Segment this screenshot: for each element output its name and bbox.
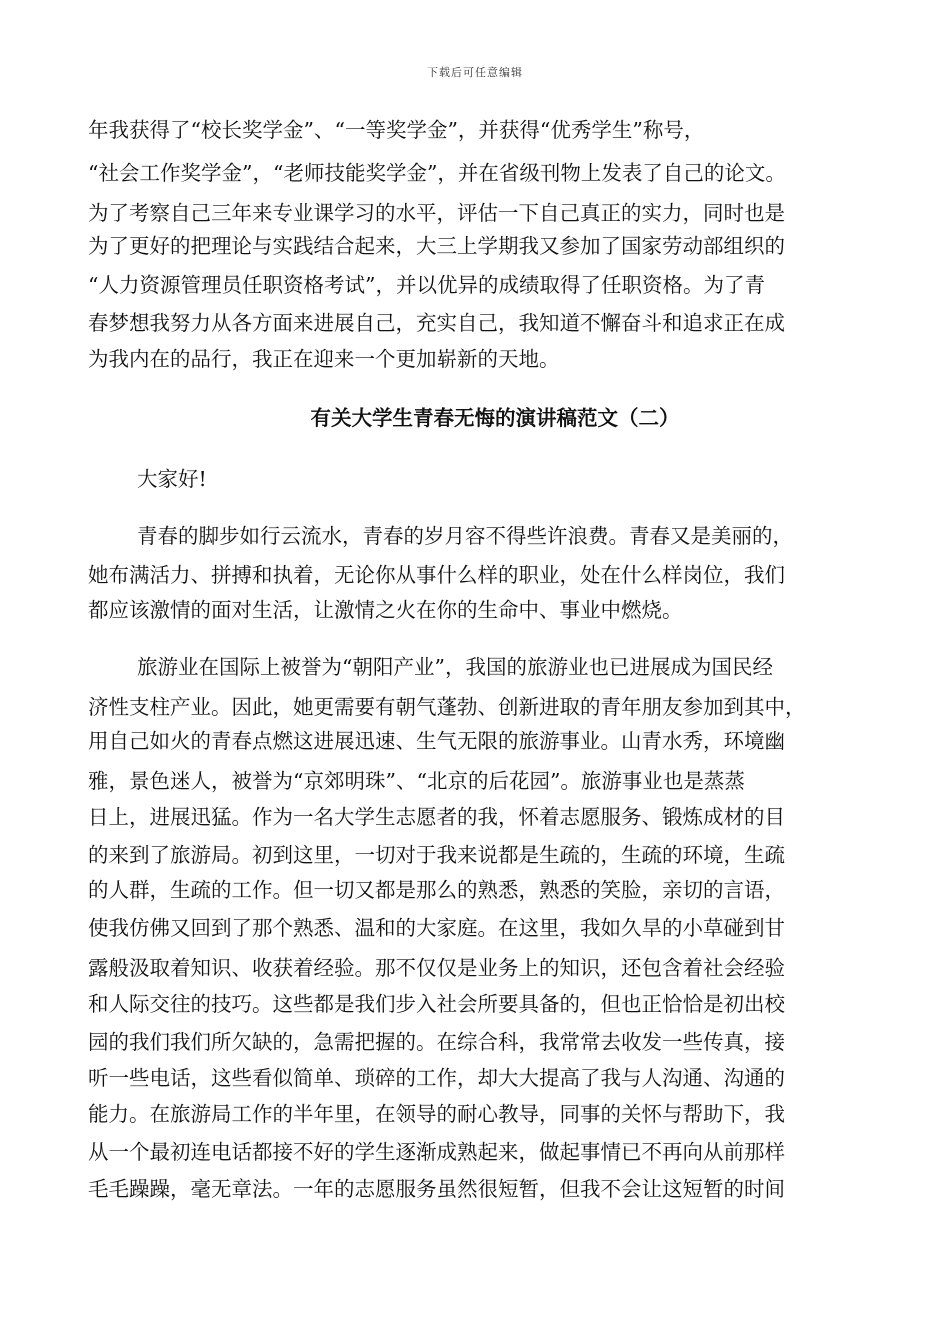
section-heading: 有关大学生青春无悔的演讲稿范文（二） (310, 406, 680, 430)
text-line: 春梦想我努力从各方面来进展自己，充实自己，我知道不懈奋斗和追求正在成 (88, 311, 785, 335)
paragraph-line: 都应该激情的面对生活，让激情之火在你的生命中、事业中燃烧。 (88, 598, 683, 622)
page-header: 下载后可任意编辑 (427, 66, 523, 79)
paragraph-line: 用自己如火的青春点燃这进展迅速、生气无限的旅游事业。山青水秀，环境幽 (88, 729, 785, 753)
paragraph-line: 旅游业在国际上被誉为“朝阳产业”，我国的旅游业也已进展成为国民经 (137, 655, 773, 679)
paragraph-line: 她布满活力、拼搏和执着，无论你从事什么样的职业，处在什么样岗位，我们 (88, 563, 785, 587)
paragraph-line: 青春的脚步如行云流水，青春的岁月容不得些许浪费。青春又是美丽的， (137, 524, 793, 548)
paragraph-line: 雅，景色迷人，被誉为“京郊明珠”、“北京的后花园”。旅游事业也是蒸蒸 (88, 769, 745, 793)
greeting: 大家好! (137, 467, 207, 491)
paragraph-line: 日上，进展迅猛。作为一名大学生志愿者的我，怀着志愿服务、锻炼成材的目 (88, 805, 785, 829)
paragraph-line: 露般汲取着知识、收获着经验。那不仅仅是业务上的知识，还包含着社会经验 (88, 956, 785, 980)
paragraph-line: 毛毛躁躁，毫无章法。一年的志愿服务虽然很短暂，但我不会让这短暂的时间 (88, 1177, 785, 1201)
text-line: 年我获得了“校长奖学金”、“一等奖学金”，并获得“优秀学生”称号， (88, 118, 705, 142)
paragraph-line: 能力。在旅游局工作的半年里，在领导的耐心教导，同事的关怀与帮助下，我 (88, 1102, 785, 1126)
text-line: 为了考察自己三年来专业课学习的水平，评估一下自己真正的实力，同时也是 (88, 201, 785, 225)
paragraph-line: 使我仿佛又回到了那个熟悉、温和的大家庭。在这里，我如久旱的小草碰到甘 (88, 916, 785, 940)
paragraph-line: 的人群，生疏的工作。但一切又都是那么的熟悉，熟悉的笑脸，亲切的言语， (88, 878, 785, 902)
text-line: 为我内在的品行，我正在迎来一个更加崭新的天地。 (88, 347, 560, 371)
text-line: “社会工作奖学金”，“老师技能奖学金”，并在省级刊物上发表了自己的论文。 (88, 161, 786, 185)
paragraph-line: 和人际交往的技巧。这些都是我们步入社会所要具备的，但也正恰恰是初出校 (88, 992, 785, 1016)
text-line: “人力资源管理员任职资格考试”，并以优异的成绩取得了任职资格。为了青 (88, 273, 765, 297)
paragraph-line: 从一个最初连电话都接不好的学生逐渐成熟起来，做起事情已不再向从前那样 (88, 1140, 785, 1164)
paragraph-line: 听一些电话，这些看似简单、琐碎的工作，却大大提高了我与人沟通、沟通的 (88, 1066, 785, 1090)
text-line: 为了更好的把理论与实践结合起来，大三上学期我又参加了国家劳动部组织的 (88, 234, 785, 258)
paragraph-line: 园的我们我们所欠缺的，急需把握的。在综合科，我常常去收发一些传真，接 (88, 1030, 785, 1054)
paragraph-line: 济性支柱产业。因此，她更需要有朝气蓬勃、创新进取的青年朋友参加到其中， (88, 695, 806, 719)
paragraph-line: 的来到了旅游局。初到这里，一切对于我来说都是生疏的，生疏的环境，生疏 (88, 843, 785, 867)
